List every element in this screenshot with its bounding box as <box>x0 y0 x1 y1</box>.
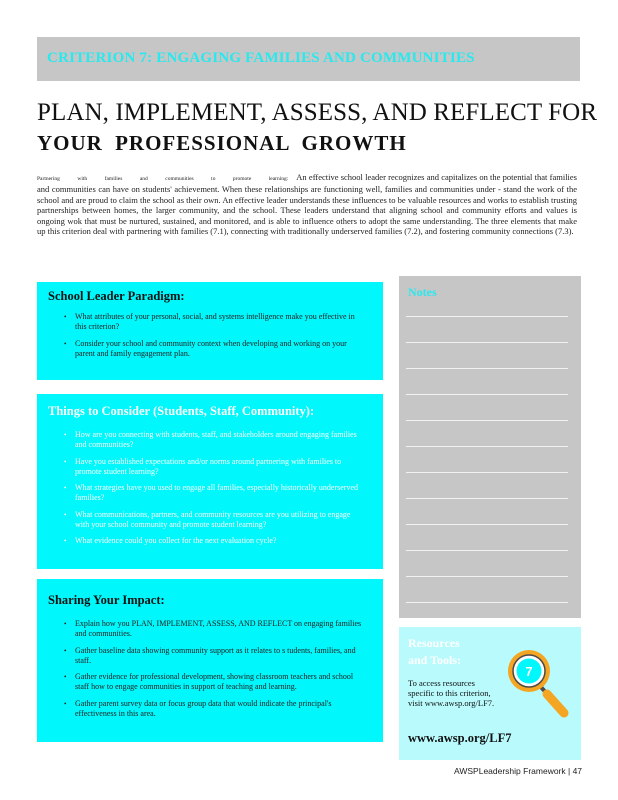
resources-link[interactable]: www.awsp.org/LF7 <box>408 731 512 745</box>
note-line <box>406 420 568 421</box>
magnifier-badge: 7 <box>525 664 533 679</box>
bullet-icon: • <box>64 537 67 545</box>
magnifier-icon <box>505 643 575 721</box>
bullet-icon: • <box>64 484 67 492</box>
note-line <box>406 550 568 551</box>
bullet-icon: • <box>64 699 67 708</box>
impact-list <box>64 619 364 725</box>
intro-lead: Partnering with families and communities to promote learning: <box>37 176 289 182</box>
resources-title: Resources and Tools: <box>408 636 462 667</box>
intro-body: An effective school leader recognizes and capitalizes on the potential that families and communities can have on students' achievement. When these relationships are functioning well, families and communities under - stand the work of the school and are proud to claim the school as their own. An effective leader understands these influences to be valuable resources and works to establish trusting partnerships between homes, the larger community, and the school. These leaders understand that aligning school and community efforts and values is ongoing wok that must be nurtured, sustained, and monitored, and is able to influence others to adopt the same understanding. The three elements that make up this criterion deal with partnering with families (7.1), connecting with traditionally underserved families (7.2), and fostering community connections (7.3). <box>37 172 577 237</box>
list-item: • What evidence could you collect for the next evaluation cycle? <box>64 536 277 545</box>
list-item: • How are you connecting with students, staff, and stakeholders around engaging families and communities? <box>64 430 357 449</box>
note-line <box>406 316 568 317</box>
bullet-icon: • <box>64 673 67 681</box>
impact-title: Sharing Your Impact: <box>48 593 165 607</box>
note-line <box>406 472 568 473</box>
things-to-consider-card <box>37 394 383 569</box>
list-item: • Gather baseline data showing community support as it relates to s tudents, families, and staff. <box>64 645 356 665</box>
criterion-title: CRITERION 7: ENGAGING FAMILIES AND COMMUNITIES <box>47 50 475 66</box>
note-line <box>406 394 568 395</box>
list-item: • What strategies have you used to engage all families, especially historically underserved families? <box>64 483 359 502</box>
note-line <box>406 368 568 369</box>
list-item: • What attributes of your personal, social, and systems intelligence make you effective in this criterion? <box>64 312 355 331</box>
notes-title: Notes <box>408 285 437 299</box>
note-line <box>406 446 568 447</box>
bullet-icon: • <box>64 339 67 348</box>
list-item: • Gather parent survey data or focus group data that would indicate the principal's effectiveness in this area. <box>64 698 332 718</box>
note-line <box>406 342 568 343</box>
list-item: • Explain how you PLAN, IMPLEMENT, ASSESS, AND REFLECT on engaging families and communities. <box>64 619 362 638</box>
paradigm-list <box>64 312 364 365</box>
note-line <box>406 576 568 577</box>
note-line <box>406 498 568 499</box>
resources-panel <box>399 627 581 760</box>
page-heading-line2: YOUR PROFESSIONAL GROWTH <box>37 131 407 155</box>
bullet-icon: • <box>64 646 67 655</box>
page-heading-line1: PLAN, IMPLEMENT, ASSESS, AND REFLECT FOR <box>37 99 598 126</box>
note-line <box>406 524 568 525</box>
school-leader-paradigm-card <box>37 282 383 380</box>
list-item: • Have you established expectations and/or norms around partnering with families to promote student learning? <box>64 456 342 476</box>
list-item: • Gather evidence for professional development, showing classroom teachers and school staff how to engage communities in support of teaching and learning. <box>64 672 354 691</box>
criterion-banner <box>37 37 580 81</box>
bullet-icon: • <box>64 510 67 519</box>
list-item: • Consider your school and community context when developing and working on your parent and family engagement plan. <box>64 338 347 358</box>
bullet-icon: • <box>64 431 67 439</box>
paradigm-title: School Leader Paradigm: <box>48 289 185 303</box>
bullet-icon: • <box>64 457 67 466</box>
note-line <box>406 602 568 603</box>
things-list <box>64 430 364 553</box>
bullet-icon: • <box>64 313 67 321</box>
things-title: Things to Consider (Students, Staff, Community): <box>48 404 315 418</box>
sharing-your-impact-card <box>37 579 383 742</box>
resources-description: To access resources specific to this criterion, visit www.awsp.org/LF7. <box>408 678 495 708</box>
intro-paragraph <box>37 172 577 236</box>
notes-panel <box>399 276 581 618</box>
page-footer: AWSPLeadership Framework | 47 <box>454 766 583 776</box>
list-item: • What communications, partners, and community resources are you utilizing to engage with your school community and promote student learning? <box>64 509 351 529</box>
bullet-icon: • <box>64 620 67 628</box>
